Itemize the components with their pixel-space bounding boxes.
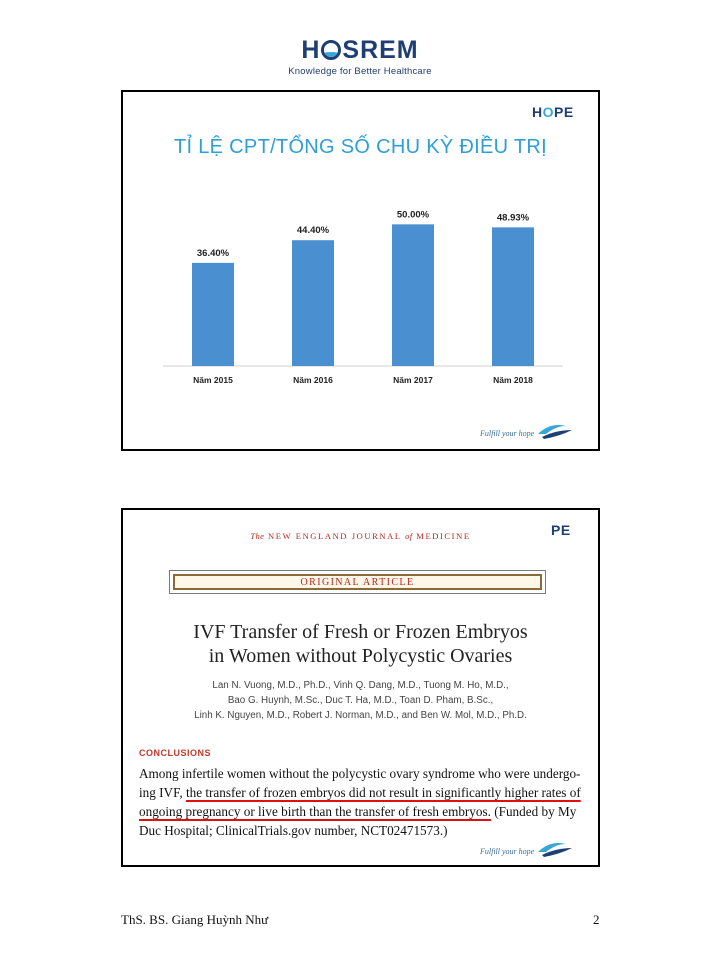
x-tick-label-3: Năm 2017 bbox=[393, 375, 433, 385]
bar-2 bbox=[292, 240, 334, 366]
conclusions-text bbox=[139, 764, 589, 840]
conclusions-part-1: Among infertile women without the polycystic ovary syndrome who were undergo-ing IVF, bbox=[139, 766, 581, 800]
slide-title: TỈ LỆ CPT/TỔNG SỐ CHU KỲ ĐIỀU TRỊ bbox=[174, 136, 547, 158]
hosrem-logo bbox=[0, 36, 720, 77]
hope-logo: HOPE bbox=[532, 104, 574, 120]
hosrem-tagline: Knowledge for Better Healthcare bbox=[288, 66, 432, 77]
bar-4 bbox=[492, 227, 534, 366]
hosrem-globe-icon bbox=[321, 40, 341, 60]
conclusions-heading: CONCLUSIONS bbox=[139, 748, 212, 758]
bar-3 bbox=[392, 224, 434, 366]
x-tick-label-4: Năm 2018 bbox=[493, 375, 533, 385]
data-label-3: 50.00% bbox=[396, 209, 430, 221]
hope-logo-partial: PE bbox=[551, 522, 571, 538]
data-label-2: 44.40% bbox=[296, 225, 330, 237]
conclusions-highlight: the transfer of frozen embryos did not result in significantly higher rates of ongoing pregnancy or live birth than the transfer of fresh embryos. bbox=[139, 785, 581, 819]
hope-wave-icon bbox=[536, 422, 574, 440]
hope-wave-icon bbox=[536, 840, 574, 858]
authors-line-1: Lan N. Vuong, M.D., Ph.D., Vinh Q. Dang, M.D., Tuong M. Ho, M.D., bbox=[212, 680, 509, 691]
hosrem-wordmark: H SREM bbox=[301, 36, 419, 64]
bar-1 bbox=[192, 263, 234, 366]
article-title-line-1: IVF Transfer of Fresh or Frozen Embryos bbox=[193, 621, 528, 643]
data-label-4: 48.93% bbox=[496, 212, 530, 224]
conclusions-part-2: (Funded by My Duc Hospital; ClinicalTrials.gov number, NCT02471573.) bbox=[139, 804, 577, 838]
slide-cpt-rate bbox=[121, 90, 600, 451]
article-title bbox=[123, 620, 598, 668]
slide-nejm-article bbox=[121, 508, 600, 867]
fulfill-tagline: Fulfill your hope bbox=[480, 847, 535, 856]
author-list bbox=[123, 678, 598, 723]
footer-author: ThS. BS. Giang Huỳnh Như bbox=[121, 912, 269, 927]
x-tick-label-1: Năm 2015 bbox=[193, 375, 233, 385]
bar-chart bbox=[163, 196, 563, 396]
journal-header: The NEW ENGLAND JOURNAL of MEDICINE bbox=[250, 531, 471, 541]
fulfill-tagline: Fulfill your hope bbox=[480, 429, 535, 438]
authors-line-3: Linh K. Nguyen, M.D., Robert J. Norman, M.D., and Ben W. Mol, M.D., Ph.D. bbox=[194, 710, 527, 721]
hope-o-icon: O bbox=[542, 104, 555, 120]
article-type-box bbox=[169, 570, 546, 594]
article-type-label: ORIGINAL ARTICLE bbox=[173, 574, 542, 590]
article-title-line-2: in Women without Polycystic Ovaries bbox=[208, 645, 513, 667]
page-number: 2 bbox=[593, 912, 600, 927]
authors-line-2: Bao G. Huynh, M.Sc., Duc T. Ha, M.D., Toan D. Pham, B.Sc., bbox=[227, 695, 494, 706]
data-label-1: 36.40% bbox=[196, 247, 230, 259]
x-tick-label-2: Năm 2016 bbox=[293, 375, 333, 385]
